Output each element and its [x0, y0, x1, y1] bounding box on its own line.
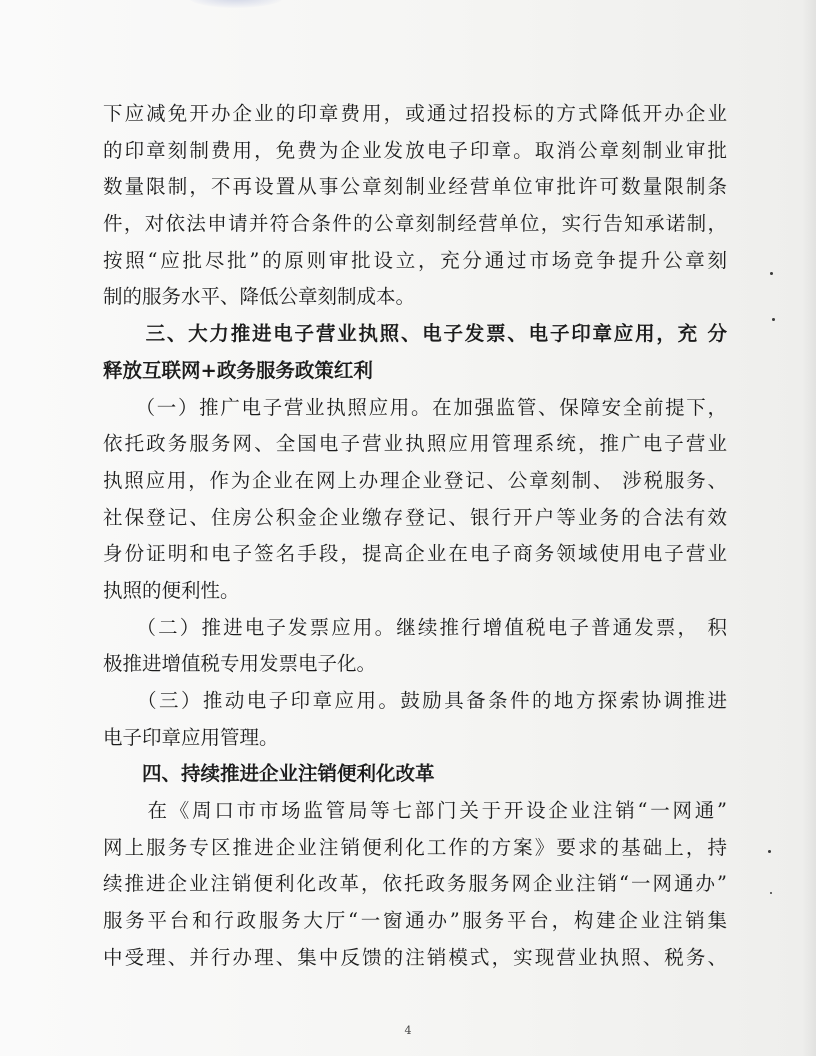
text-line: 件，对依法申请并符合条件的公章刻制经营单位，实行告知承诺制， [103, 212, 727, 236]
text-line: 按照“应批尽批”的原则审批设立，充分通过市场竞争提升公章刻 [103, 248, 727, 272]
text-line: 电子印章应用管理。 [103, 725, 279, 749]
heading-line: 三、大力推进电子营业执照、电子发票、电子印章应用，充 分 [103, 322, 727, 346]
paragraph-deregistration [103, 793, 727, 976]
paragraph-e-seal [103, 683, 727, 756]
scan-speck [772, 318, 775, 321]
text-line: 网上服务专区推进企业注销便利化工作的方案》要求的基础上，持 [103, 835, 727, 859]
scan-speck [770, 272, 773, 275]
text-line: 身份证明和电子签名手段，提高企业在电子商务领域使用电子营业 [103, 542, 727, 566]
text-line: 在《周口市市场监管局等七部门关于开设企业注销“一网通” [103, 799, 727, 823]
page-number: 4 [404, 1024, 412, 1037]
scan-stain [188, 0, 284, 8]
page-edge-shadow [802, 0, 816, 1056]
text-line: 社保登记、住房公积金企业缴存登记、银行开户等业务的合法有效 [103, 505, 727, 529]
text-line: 执照应用，作为企业在网上办理企业登记、公章刻制、 涉税服务、 [103, 468, 727, 492]
paragraph-e-invoice [103, 610, 727, 683]
text-line: 执照的便利性。 [103, 578, 240, 602]
text-line: 依托政务服务网、全国电子营业执照应用管理系统，推广电子营业 [103, 432, 727, 456]
text-line: 下应减免开办企业的印章费用，或通过招投标的方式降低开办企业 [103, 102, 727, 125]
text-line: 中受理、并行办理、集中反馈的注销模式，实现营业执照、税务、 [103, 945, 727, 969]
scan-speck [770, 892, 772, 894]
text-line: 服务平台和行政服务大厅“一窗通办”服务平台，构建企业注销集 [103, 909, 727, 933]
text-line: （二）推进电子发票应用。继续推行增值税电子普通发票， 积 [103, 615, 727, 639]
section-heading-4 [103, 756, 727, 793]
document-body [103, 96, 727, 977]
heading-line: 四、持续推进企业注销便利化改革 [103, 762, 435, 786]
text-line: 数量限制，不再设置从事公章刻制业经营单位审批许可数量限制条 [103, 175, 727, 199]
paragraph-e-license [103, 390, 727, 610]
scan-speck [768, 850, 771, 853]
text-line: 制的服务水平、降低公章刻制成本。 [103, 285, 416, 309]
text-line: （三）推动电子印章应用。鼓励具备条件的地方探索协调推进 [103, 689, 727, 712]
paragraph-seal-fee [103, 96, 727, 316]
text-line: 的印章刻制费用，免费为企业发放电子印章。取消公章刻制业审批 [103, 138, 727, 162]
section-heading-3 [103, 316, 727, 389]
text-line: （一）推广电子营业执照应用。在加强监管、保障安全前提下， [103, 395, 727, 419]
text-line: 续推进企业注销便利化改革，依托政务服务网企业注销“一网通办” [103, 872, 727, 896]
heading-line: 释放互联网+政务服务政策红利 [103, 358, 373, 382]
text-line: 极推进增值税专用发票电子化。 [103, 652, 377, 676]
